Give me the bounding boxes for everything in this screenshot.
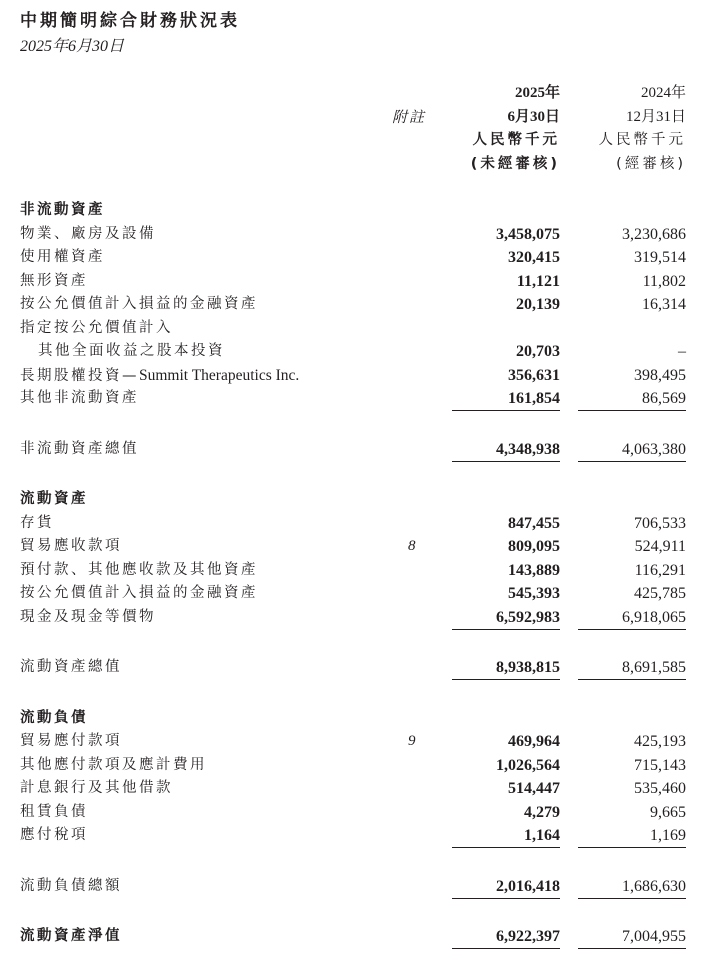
row-label <box>20 707 88 730</box>
col1-date: 6月30日 <box>507 108 560 125</box>
value-2024 <box>578 317 686 340</box>
row-label-text: 無形資產 <box>20 272 88 289</box>
row-label-text: 流動負債總額 <box>20 877 122 894</box>
value-2025: 20,139 <box>516 296 560 313</box>
row-label <box>20 801 88 824</box>
row-label <box>20 199 105 222</box>
row-label <box>20 246 105 269</box>
table-row <box>0 270 701 293</box>
table-row <box>0 535 701 558</box>
row-label-text: 租賃負債 <box>20 803 88 820</box>
value-2025: 161,854 <box>452 387 560 411</box>
value-2024: 116,291 <box>634 561 686 579</box>
value-2025: 4,279 <box>524 803 560 821</box>
value-2025: 356,631 <box>508 366 560 384</box>
row-label <box>20 293 258 316</box>
col2-audit: (經審核) <box>616 155 686 172</box>
table-row <box>0 559 701 582</box>
value-2025: 6,922,397 <box>452 925 560 949</box>
value-2025: 847,455 <box>508 514 560 532</box>
column-header-2024 <box>599 82 687 176</box>
value-2024: 319,514 <box>634 249 686 266</box>
row-label-text: 預付款、其他應收款及其他資產 <box>20 561 258 578</box>
table-row <box>0 364 701 387</box>
value-2025 <box>452 317 560 340</box>
value-2025 <box>452 199 560 222</box>
value-2024: 9,665 <box>650 803 686 821</box>
row-label <box>20 656 122 679</box>
col2-year: 2024年 <box>640 85 686 101</box>
table-row <box>0 656 701 679</box>
value-2024: – <box>678 343 686 360</box>
row-label-text: 非流動資產總值 <box>20 440 139 457</box>
row-label-text: 使用權資產 <box>20 249 105 265</box>
table-row <box>0 293 701 316</box>
value-2024: 3,230,686 <box>622 225 686 243</box>
row-label-text: 其他應付款項及應計費用 <box>20 756 207 773</box>
row-label-text: 流動資產總值 <box>20 659 122 675</box>
value-2025: 1,026,564 <box>496 756 560 774</box>
row-label-text: 計息銀行及其他借款 <box>20 780 173 796</box>
value-2024: 6,918,065 <box>578 606 686 630</box>
row-label <box>20 223 156 246</box>
value-2025: 11,121 <box>516 272 560 290</box>
row-note: 9 <box>408 733 416 749</box>
value-2024: 425,785 <box>634 585 686 602</box>
value-2025: 514,447 <box>508 780 560 797</box>
row-label <box>20 754 207 777</box>
row-label <box>38 340 225 363</box>
table-row <box>0 387 701 410</box>
row-label <box>20 582 258 605</box>
row-label <box>20 270 88 293</box>
table-row <box>0 875 701 898</box>
section-row <box>0 199 701 222</box>
row-label-text: 指定按公允價值計入 <box>20 319 173 336</box>
table-row <box>0 246 701 269</box>
row-label-text: 現金及現金等價物 <box>20 608 156 625</box>
row-label <box>20 387 139 410</box>
value-2024 <box>578 199 686 222</box>
row-label <box>20 317 173 340</box>
row-label <box>20 730 122 753</box>
table-row <box>0 801 701 824</box>
section-row <box>0 488 701 511</box>
table-row <box>0 754 701 777</box>
value-2024: 86,569 <box>578 387 686 411</box>
row-label <box>20 364 299 388</box>
value-2024: 715,143 <box>634 756 686 774</box>
row-label-text: 長期股權投資— <box>20 367 139 384</box>
value-2024: 7,004,955 <box>578 925 686 949</box>
row-label-english: Summit Therapeutics Inc. <box>139 366 300 384</box>
row-label-text: 流動資產 <box>20 491 88 507</box>
value-2024: 706,533 <box>634 514 686 532</box>
value-2025: 320,415 <box>508 249 560 266</box>
value-2025: 20,703 <box>516 343 560 360</box>
row-label <box>20 606 156 629</box>
row-label-text: 應付稅項 <box>20 827 88 843</box>
table-row <box>0 582 701 605</box>
row-label-text: 流動資產淨值 <box>20 928 122 944</box>
row-label-text: 流動負債 <box>20 709 88 726</box>
value-2024: 16,314 <box>642 296 686 313</box>
value-2024: 524,911 <box>634 538 686 555</box>
row-label-text: 貿易應付款項 <box>20 733 122 749</box>
row-label <box>20 559 258 582</box>
row-label-text: 存貨 <box>20 514 54 531</box>
table-row <box>0 512 701 535</box>
section-row <box>0 707 701 730</box>
table-row <box>0 223 701 246</box>
table-row <box>0 606 701 629</box>
value-2025: 3,458,075 <box>496 225 560 243</box>
value-2025 <box>452 707 560 730</box>
row-label-text: 非流動資產 <box>20 202 105 218</box>
row-label-text: 其他全面收益之股本投資 <box>38 343 225 359</box>
value-2025: 2,016,418 <box>452 875 560 899</box>
value-2025: 143,889 <box>508 561 560 579</box>
table-row <box>0 824 701 847</box>
column-header-2025 <box>471 82 560 176</box>
row-label-text: 按公允價值計入損益的金融資產 <box>20 585 258 601</box>
col1-unit: 人民幣千元 <box>472 132 560 148</box>
row-label <box>20 824 88 847</box>
value-2024 <box>578 707 686 730</box>
value-2025: 8,938,815 <box>452 656 560 680</box>
value-2025: 4,348,938 <box>452 438 560 462</box>
value-2024: 425,193 <box>634 733 686 750</box>
table-row <box>0 438 701 461</box>
value-2025 <box>452 488 560 511</box>
section-row <box>0 925 701 948</box>
value-2024: 8,691,585 <box>578 656 686 680</box>
col1-year: 2025年 <box>514 85 560 101</box>
value-2024: 11,802 <box>642 272 686 290</box>
value-2025: 809,095 <box>508 538 560 555</box>
value-2025: 1,164 <box>452 824 560 848</box>
table-row <box>0 730 701 753</box>
value-2024: 535,460 <box>634 780 686 797</box>
row-note: 8 <box>408 538 416 554</box>
value-2025: 545,393 <box>508 585 560 602</box>
value-2024 <box>578 488 686 511</box>
row-label <box>20 875 122 898</box>
row-label <box>20 488 88 511</box>
table-row <box>0 340 701 363</box>
value-2024: 398,495 <box>634 366 686 384</box>
statement-title: 中期簡明綜合財務狀況表 <box>20 11 240 31</box>
row-label-text: 按公允價值計入損益的金融資產 <box>20 296 258 312</box>
col2-date: 12月31日 <box>625 108 686 125</box>
table-row <box>0 317 701 340</box>
row-label <box>20 438 139 461</box>
col2-unit: 人民幣千元 <box>598 132 686 148</box>
table-row <box>0 777 701 800</box>
col1-audit: (未經審核) <box>470 155 560 172</box>
row-label <box>20 925 122 948</box>
row-label-text: 其他非流動資產 <box>20 390 139 406</box>
row-label <box>20 535 122 558</box>
value-2024: 1,686,630 <box>578 875 686 899</box>
value-2024: 4,063,380 <box>578 438 686 462</box>
notes-column-header: 附註 <box>392 108 427 126</box>
value-2024: 1,169 <box>578 824 686 848</box>
value-2025: 6,592,983 <box>452 606 560 630</box>
row-label <box>20 777 173 800</box>
row-label-text: 物業、廠房及設備 <box>20 225 156 242</box>
statement-date: 2025年6月30日 <box>20 38 125 55</box>
value-2025: 469,964 <box>508 733 560 750</box>
row-label-text: 貿易應收款項 <box>20 538 122 554</box>
row-label <box>20 512 54 535</box>
